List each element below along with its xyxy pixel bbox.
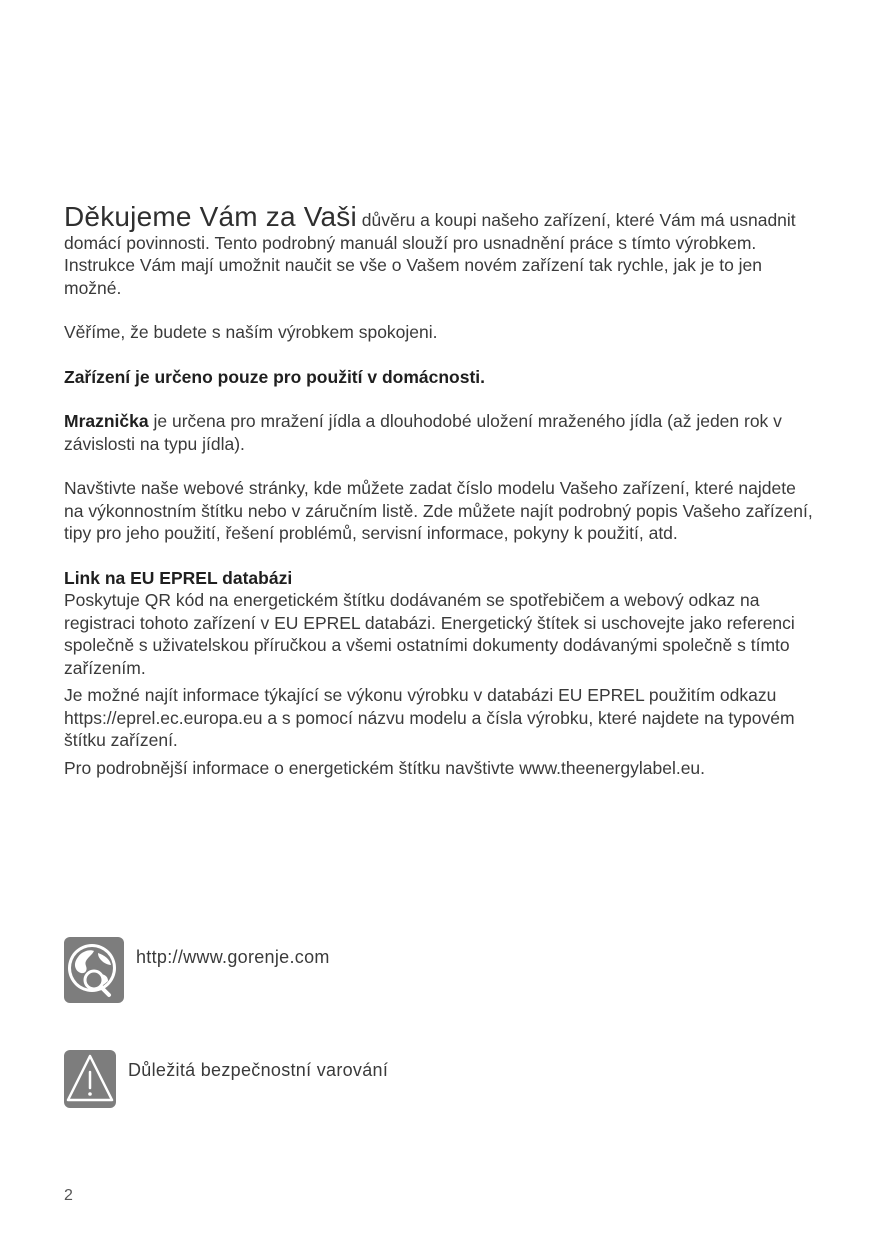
freezer-text: je určena pro mražení jídla a dlouhodobé uložení mraženého jídla (až jeden rok v závislosti na typu jídla). <box>64 411 782 454</box>
globe-search-icon <box>64 937 124 1003</box>
household-notice: Zařízení je určeno pouze pro použití v domácnosti. <box>64 366 486 387</box>
freezer-term: Mraznička <box>64 411 149 431</box>
eprel-paragraph-3: Pro podrobnější informace o energetickém štítku navštivte www.theenergylabel.eu. <box>64 757 706 778</box>
eprel-heading: Link na EU EPREL databázi <box>64 567 293 588</box>
intro-text: důvěru a koupi našeho zařízení, které Vám má usnadnit domácí povinnosti. Tento podrobný manuál slouží pro usnadnění práce s tímto výrobkem. Instrukce Vám mají umožnit naučit se vše o Vašem novém zařízení tak rychle, jak je to jen možné. <box>64 210 796 298</box>
eprel-paragraph-1: Poskytuje QR kód na energetickém štítku dodávaném se spotřebičem a webový odkaz na registraci tohoto zařízení v EU EPREL databázi. Energetický štítek si uschovejte jako referenci společně s uživatelskou příručkou a všemi ostatními dokumenty dodávanými společně s tímto zařízením. <box>64 590 795 678</box>
intro-paragraph <box>64 201 814 299</box>
satisfaction-text: Věříme, že budete s naším výrobkem spokojeni. <box>64 322 438 342</box>
manual-page-content <box>64 201 814 779</box>
legend-warning-row <box>64 1050 388 1108</box>
legend-website-row <box>64 937 330 1003</box>
safety-warning-text: Důležitá bezpečnostní varování <box>128 1060 389 1080</box>
intro-heading: Děkujeme Vám za Vaši <box>64 201 357 232</box>
page-number: 2 <box>64 1187 73 1204</box>
website-link-text[interactable]: http://www.gorenje.com <box>136 947 330 967</box>
website-info-paragraph: Navštivte naše webové stránky, kde můžete zadat číslo modelu Vašeho zařízení, které najdete na výkonnostním štítku nebo v záručním listě. Zde můžete najít podrobný popis Vašeho zařízení, tipy pro jeho použití, řešení problémů, servisní informace, pokyny k použití, atd. <box>64 478 813 543</box>
eprel-paragraph-2: Je možné najít informace týkající se výkonu výrobku v databázi EU EPREL použitím odkazu https://eprel.ec.europa.eu a s pomocí názvu modelu a čísla výrobku, které najdete na typovém štítku zařízení. <box>64 685 795 750</box>
warning-triangle-icon <box>64 1050 116 1108</box>
freezer-paragraph <box>64 410 814 455</box>
